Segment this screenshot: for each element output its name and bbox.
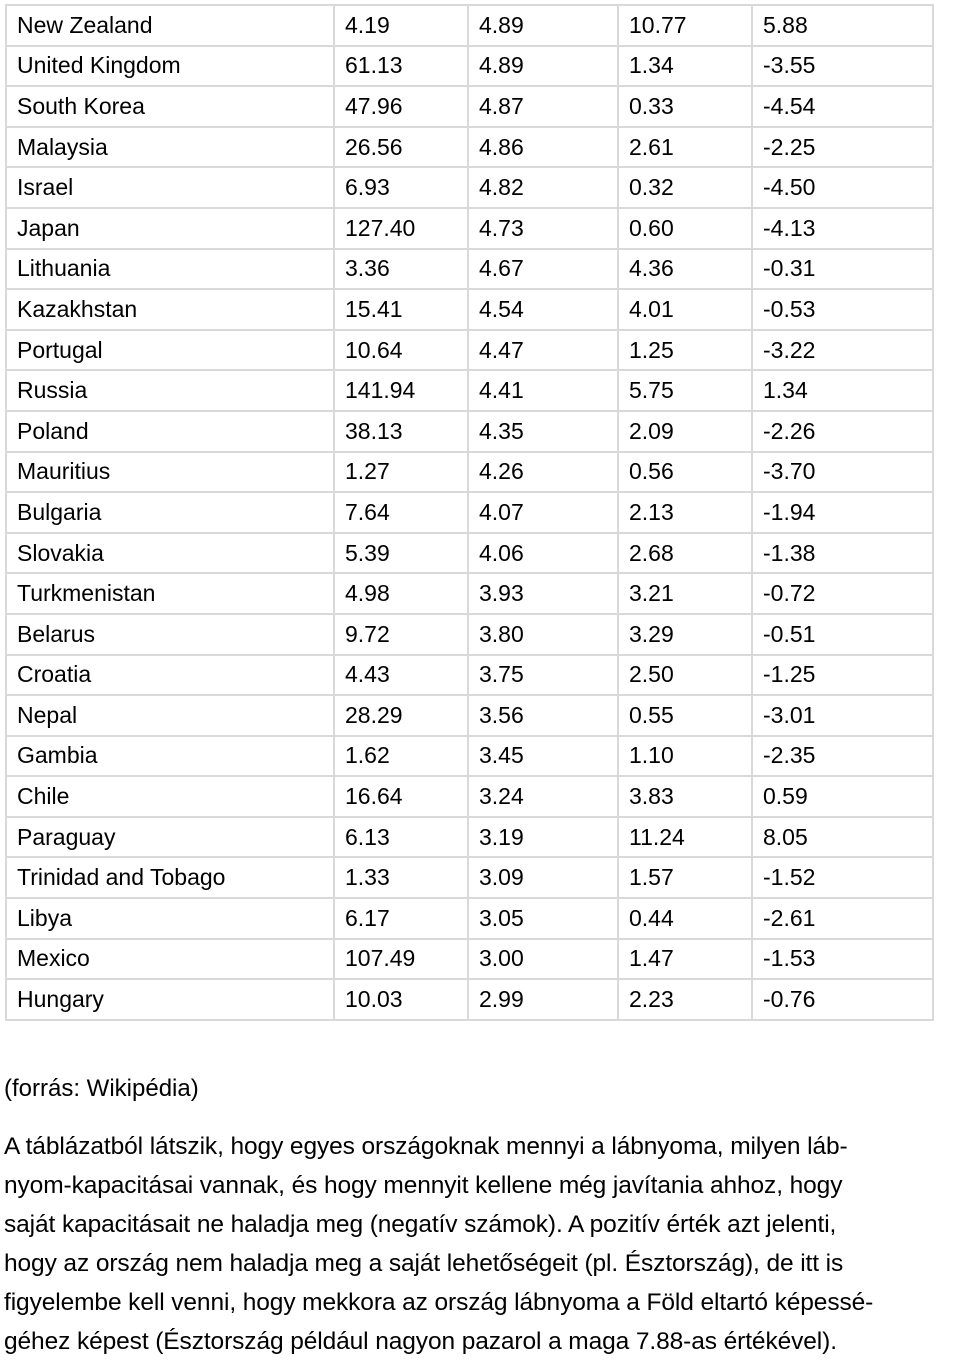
table-row — [6, 695, 933, 736]
table-row — [6, 776, 933, 817]
biocapacity-cell: 2.68 — [618, 533, 752, 574]
population-cell: 10.64 — [334, 330, 468, 371]
biocapacity-cell: 4.01 — [618, 289, 752, 330]
footprint-cell: 3.19 — [468, 817, 618, 858]
footprint-cell: 2.99 — [468, 979, 618, 1020]
balance-cell: -0.72 — [752, 573, 933, 614]
biocapacity-cell: 0.55 — [618, 695, 752, 736]
table-row — [6, 898, 933, 939]
table-row — [6, 857, 933, 898]
biocapacity-cell: 3.83 — [618, 776, 752, 817]
footprint-cell: 4.87 — [468, 86, 618, 127]
population-cell: 7.64 — [334, 492, 468, 533]
balance-cell: -1.94 — [752, 492, 933, 533]
footprint-cell: 4.89 — [468, 46, 618, 87]
country-cell: Belarus — [6, 614, 334, 655]
biocapacity-cell: 2.61 — [618, 127, 752, 168]
footprint-cell: 3.45 — [468, 736, 618, 777]
table-row — [6, 249, 933, 290]
footprint-cell: 4.35 — [468, 411, 618, 452]
balance-cell: -3.55 — [752, 46, 933, 87]
population-cell: 15.41 — [334, 289, 468, 330]
balance-cell: 5.88 — [752, 5, 933, 46]
population-cell: 6.93 — [334, 167, 468, 208]
biocapacity-cell: 0.60 — [618, 208, 752, 249]
table-row — [6, 452, 933, 493]
population-cell: 1.27 — [334, 452, 468, 493]
balance-cell: -0.51 — [752, 614, 933, 655]
footprint-cell: 4.47 — [468, 330, 618, 371]
biocapacity-cell: 1.10 — [618, 736, 752, 777]
table-row — [6, 330, 933, 371]
country-cell: Croatia — [6, 655, 334, 696]
country-cell: Chile — [6, 776, 334, 817]
biocapacity-cell: 0.44 — [618, 898, 752, 939]
balance-cell: -3.22 — [752, 330, 933, 371]
population-cell: 9.72 — [334, 614, 468, 655]
table-row — [6, 614, 933, 655]
footprint-cell: 4.86 — [468, 127, 618, 168]
balance-cell: -3.70 — [752, 452, 933, 493]
table-row — [6, 5, 933, 46]
country-cell: South Korea — [6, 86, 334, 127]
balance-cell: -1.25 — [752, 655, 933, 696]
footprint-cell: 3.93 — [468, 573, 618, 614]
footprint-cell: 3.75 — [468, 655, 618, 696]
population-cell: 28.29 — [334, 695, 468, 736]
biocapacity-cell: 1.34 — [618, 46, 752, 87]
footprint-cell: 4.82 — [468, 167, 618, 208]
biocapacity-cell: 2.50 — [618, 655, 752, 696]
footprint-cell: 4.73 — [468, 208, 618, 249]
population-cell: 6.17 — [334, 898, 468, 939]
population-cell: 61.13 — [334, 46, 468, 87]
population-cell: 141.94 — [334, 370, 468, 411]
population-cell: 1.33 — [334, 857, 468, 898]
balance-cell: 8.05 — [752, 817, 933, 858]
balance-cell: -0.76 — [752, 979, 933, 1020]
table-row — [6, 533, 933, 574]
footprint-cell: 4.26 — [468, 452, 618, 493]
balance-cell: -1.52 — [752, 857, 933, 898]
country-cell: Slovakia — [6, 533, 334, 574]
balance-cell: 1.34 — [752, 370, 933, 411]
balance-cell: -4.13 — [752, 208, 933, 249]
country-cell: Mauritius — [6, 452, 334, 493]
population-cell: 4.43 — [334, 655, 468, 696]
paragraph-line: A táblázatból látszik, hogy egyes országoknak mennyi a lábnyoma, milyen láb- — [4, 1133, 848, 1160]
footprint-cell: 3.80 — [468, 614, 618, 655]
source-note: (forrás: Wikipédia) — [4, 1075, 199, 1102]
biocapacity-cell: 11.24 — [618, 817, 752, 858]
biocapacity-cell: 1.47 — [618, 939, 752, 980]
paragraph-line: saját kapacitásait ne haladja meg (negatív számok). A pozitív érték azt jelenti, — [4, 1211, 837, 1238]
paragraph-line: nyom-kapacitásai vannak, és hogy mennyit kellene még javítania ahhoz, hogy — [4, 1172, 843, 1199]
table-row — [6, 492, 933, 533]
footprint-cell: 3.00 — [468, 939, 618, 980]
population-cell: 16.64 — [334, 776, 468, 817]
balance-cell: -0.53 — [752, 289, 933, 330]
biocapacity-cell: 2.23 — [618, 979, 752, 1020]
biocapacity-cell: 2.13 — [618, 492, 752, 533]
biocapacity-cell: 10.77 — [618, 5, 752, 46]
biocapacity-cell: 1.25 — [618, 330, 752, 371]
balance-cell: -4.50 — [752, 167, 933, 208]
footprint-cell: 3.56 — [468, 695, 618, 736]
table-row — [6, 167, 933, 208]
footprint-cell: 4.89 — [468, 5, 618, 46]
table-row — [6, 289, 933, 330]
table-body — [6, 5, 933, 1020]
balance-cell: -0.31 — [752, 249, 933, 290]
balance-cell: -4.54 — [752, 86, 933, 127]
biocapacity-cell: 0.33 — [618, 86, 752, 127]
balance-cell: -1.53 — [752, 939, 933, 980]
footprint-cell: 4.41 — [468, 370, 618, 411]
biocapacity-cell: 4.36 — [618, 249, 752, 290]
country-cell: Poland — [6, 411, 334, 452]
table-row — [6, 46, 933, 87]
country-cell: Lithuania — [6, 249, 334, 290]
population-cell: 6.13 — [334, 817, 468, 858]
table-row — [6, 86, 933, 127]
balance-cell: -2.25 — [752, 127, 933, 168]
biocapacity-cell: 5.75 — [618, 370, 752, 411]
biocapacity-cell: 1.57 — [618, 857, 752, 898]
biocapacity-cell: 2.09 — [618, 411, 752, 452]
country-cell: Paraguay — [6, 817, 334, 858]
biocapacity-cell: 3.29 — [618, 614, 752, 655]
population-cell: 4.98 — [334, 573, 468, 614]
country-cell: United Kingdom — [6, 46, 334, 87]
population-cell: 4.19 — [334, 5, 468, 46]
balance-cell: -2.26 — [752, 411, 933, 452]
population-cell: 26.56 — [334, 127, 468, 168]
table-row — [6, 979, 933, 1020]
country-cell: Portugal — [6, 330, 334, 371]
country-cell: Turkmenistan — [6, 573, 334, 614]
country-cell: Gambia — [6, 736, 334, 777]
country-cell: Trinidad and Tobago — [6, 857, 334, 898]
country-cell: Israel — [6, 167, 334, 208]
footprint-cell: 4.67 — [468, 249, 618, 290]
country-cell: Japan — [6, 208, 334, 249]
country-cell: New Zealand — [6, 5, 334, 46]
footprint-cell: 4.07 — [468, 492, 618, 533]
footprint-cell: 3.24 — [468, 776, 618, 817]
biocapacity-cell: 0.56 — [618, 452, 752, 493]
country-cell: Malaysia — [6, 127, 334, 168]
balance-cell: 0.59 — [752, 776, 933, 817]
population-cell: 5.39 — [334, 533, 468, 574]
country-cell: Mexico — [6, 939, 334, 980]
country-cell: Libya — [6, 898, 334, 939]
balance-cell: -3.01 — [752, 695, 933, 736]
table-row — [6, 573, 933, 614]
table-row — [6, 127, 933, 168]
paragraph-line: hogy az ország nem haladja meg a saját lehetőségeit (pl. Észtország), de itt is — [4, 1250, 844, 1277]
table-row — [6, 939, 933, 980]
population-cell: 127.40 — [334, 208, 468, 249]
balance-cell: -1.38 — [752, 533, 933, 574]
population-cell: 10.03 — [334, 979, 468, 1020]
table-row — [6, 817, 933, 858]
population-cell: 38.13 — [334, 411, 468, 452]
data-table — [5, 4, 934, 1021]
country-cell: Russia — [6, 370, 334, 411]
footprint-cell: 4.06 — [468, 533, 618, 574]
balance-cell: -2.35 — [752, 736, 933, 777]
population-cell: 3.36 — [334, 249, 468, 290]
table-row — [6, 370, 933, 411]
table-row — [6, 736, 933, 777]
balance-cell: -2.61 — [752, 898, 933, 939]
paragraph-line: géhez képest (Észtország például nagyon pazarol a maga 7.88-as értékével). — [4, 1328, 837, 1355]
country-cell: Kazakhstan — [6, 289, 334, 330]
population-cell: 107.49 — [334, 939, 468, 980]
table-row — [6, 208, 933, 249]
footprint-cell: 3.05 — [468, 898, 618, 939]
biocapacity-cell: 3.21 — [618, 573, 752, 614]
footprint-cell: 4.54 — [468, 289, 618, 330]
country-cell: Hungary — [6, 979, 334, 1020]
table-row — [6, 655, 933, 696]
population-cell: 47.96 — [334, 86, 468, 127]
country-cell: Nepal — [6, 695, 334, 736]
paragraph-line: figyelembe kell venni, hogy mekkora az ország lábnyoma a Föld eltartó képessé- — [4, 1289, 874, 1316]
table-row — [6, 411, 933, 452]
footprint-cell: 3.09 — [468, 857, 618, 898]
country-cell: Bulgaria — [6, 492, 334, 533]
biocapacity-cell: 0.32 — [618, 167, 752, 208]
population-cell: 1.62 — [334, 736, 468, 777]
body-paragraph — [4, 1127, 958, 1361]
